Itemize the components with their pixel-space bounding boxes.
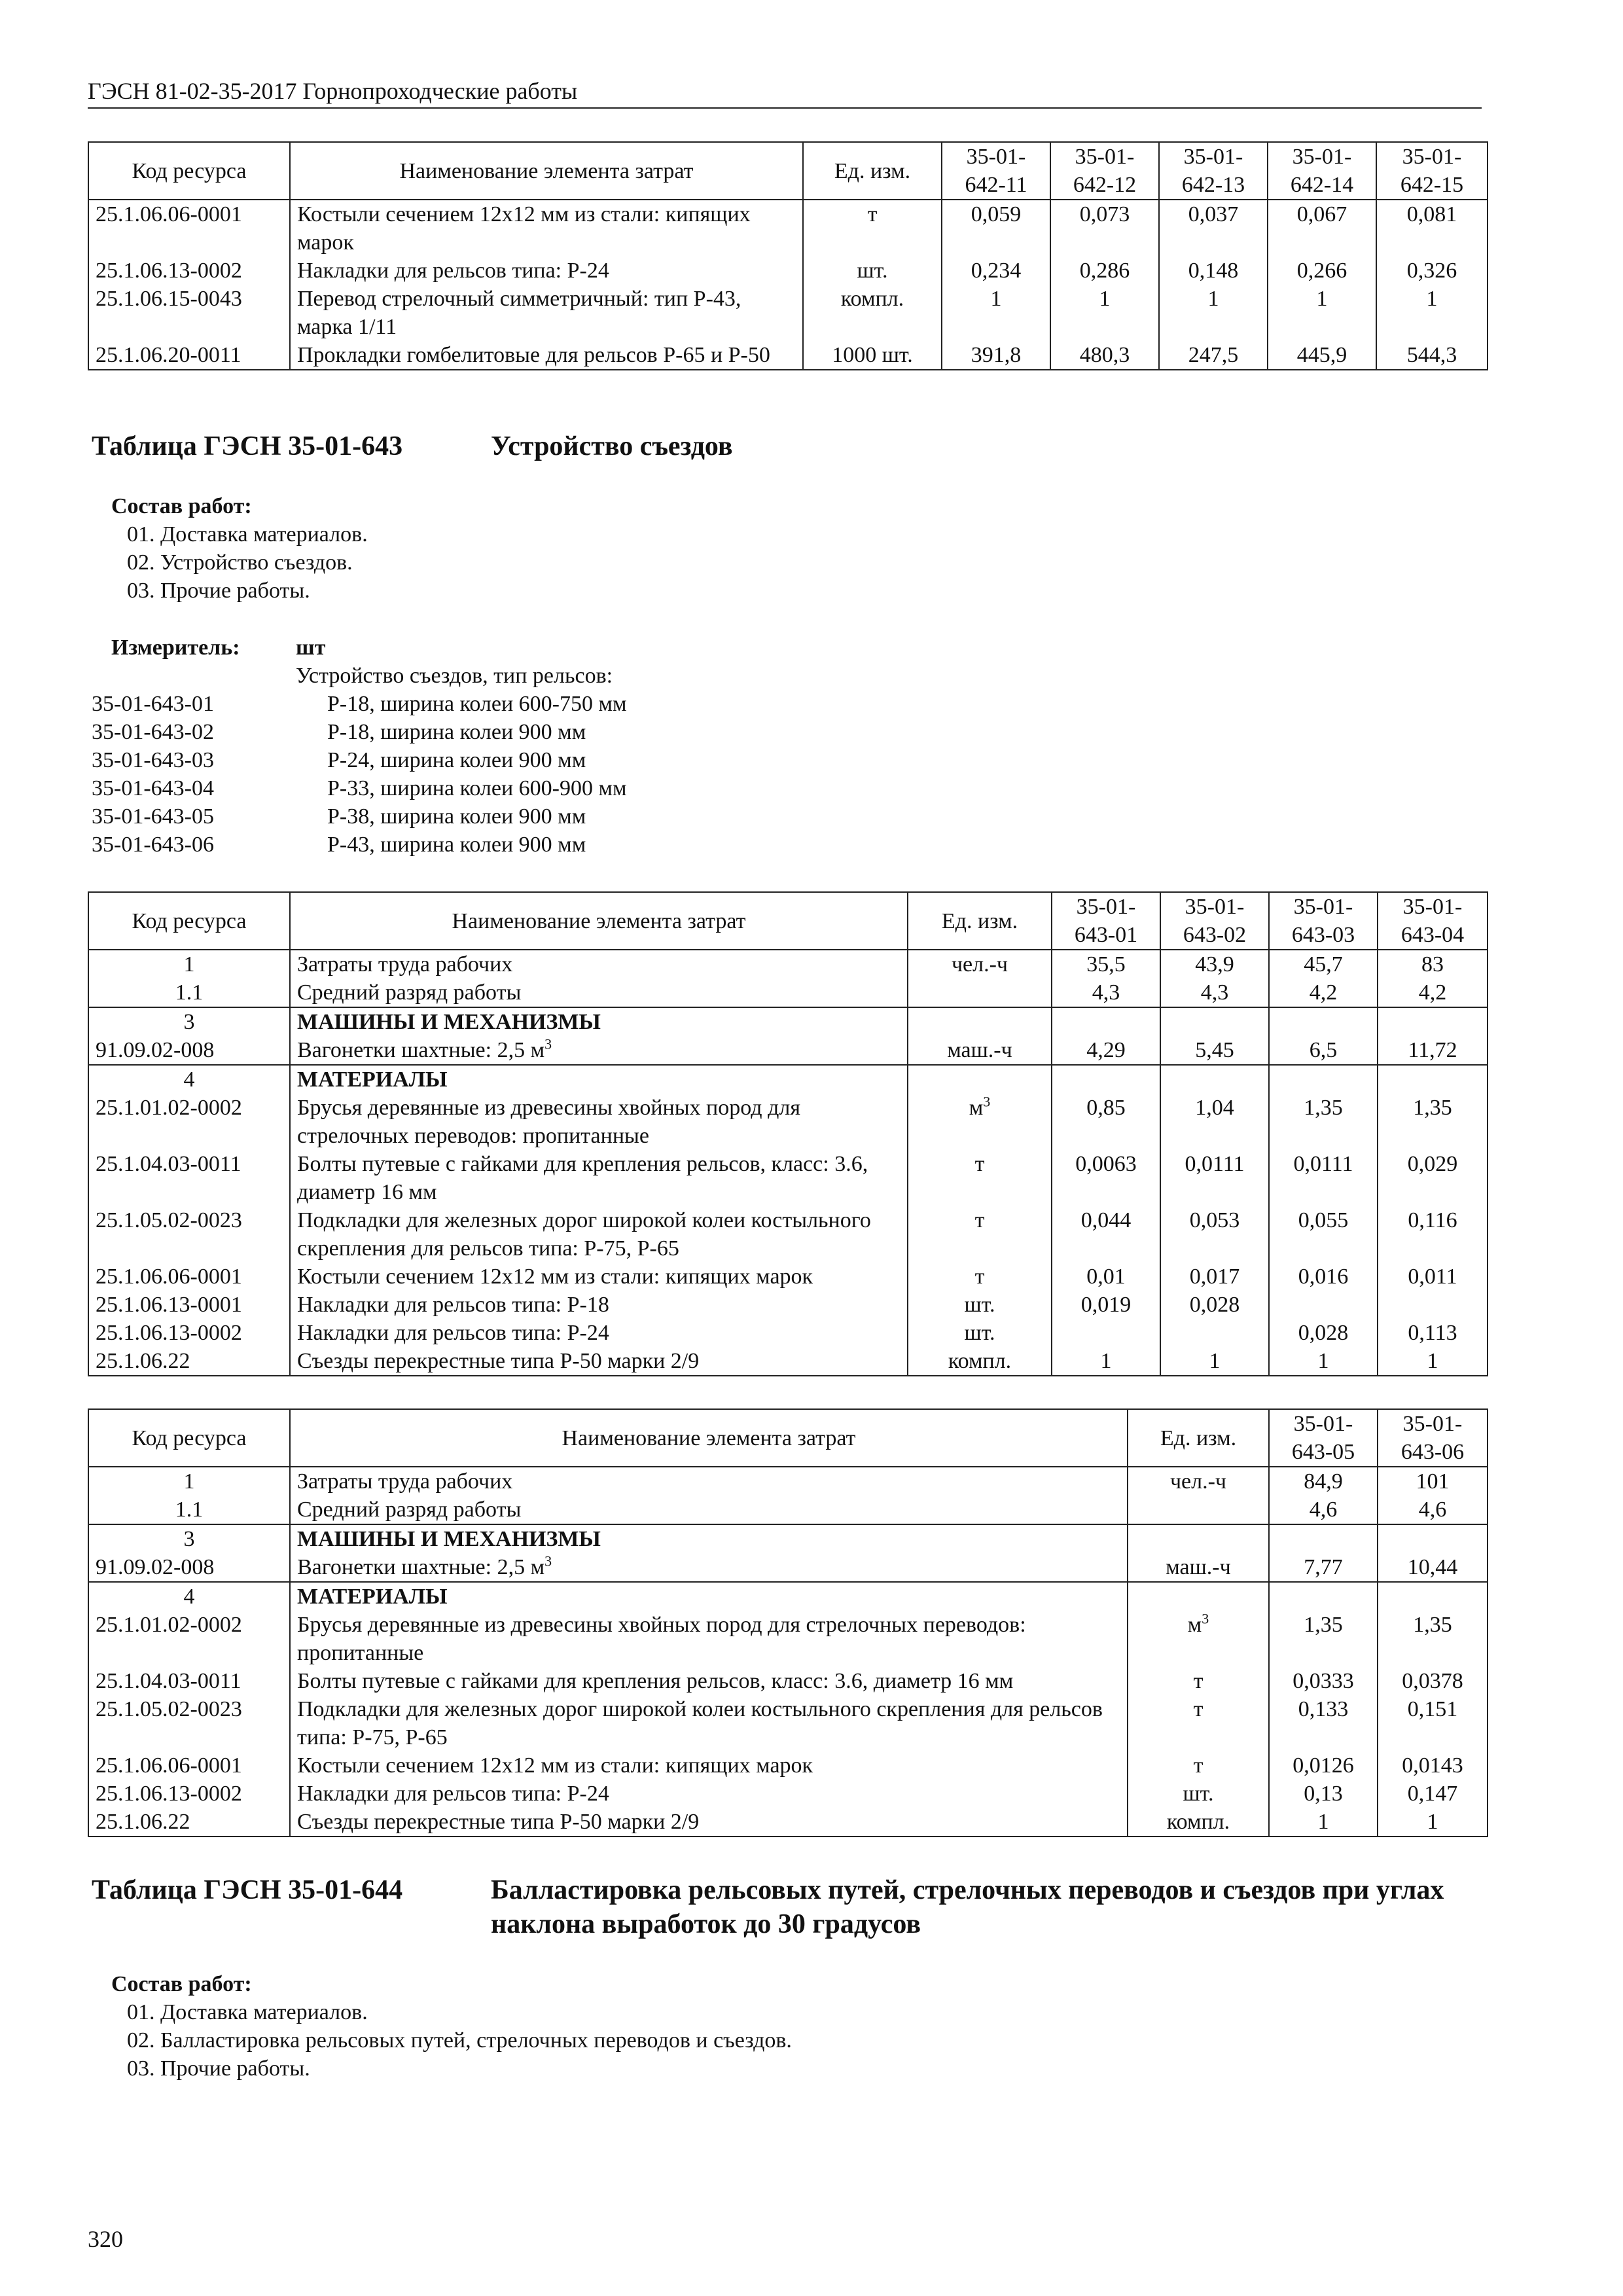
value-cell: 0,0378 [1378, 1667, 1488, 1695]
resource-code: 1.1 [88, 978, 290, 1007]
value-cell [1378, 1065, 1488, 1094]
measure-text: Р-33, ширина колеи 600-900 мм [327, 776, 627, 800]
work-composition [111, 492, 368, 605]
table-section-row [88, 1007, 1488, 1036]
resource-unit: т [1128, 1695, 1269, 1751]
resource-code: 25.1.01.02-0002 [88, 1094, 290, 1150]
resource-unit: т [908, 1263, 1052, 1291]
value-cell: 0,0111 [1160, 1150, 1269, 1206]
header-unit: Ед. изм. [803, 142, 942, 200]
value-cell [1378, 1524, 1488, 1553]
value-cell [1160, 1007, 1269, 1036]
table-row [88, 1347, 1488, 1376]
table-row [88, 1291, 1488, 1319]
value-cell [1052, 1319, 1160, 1347]
resource-name: Брусья деревянные из древесины хвойных пород для стрелочных переводов: пропитанные [290, 1611, 1128, 1667]
value-cell: 1,35 [1269, 1094, 1378, 1150]
header-name: Наименование элемента затрат [290, 892, 908, 950]
table-number: Таблица ГЭСН 35-01-643 [92, 431, 403, 461]
value-cell: 480,3 [1050, 341, 1159, 370]
value-cell: 0,011 [1378, 1263, 1488, 1291]
value-cell [1269, 1582, 1378, 1611]
resource-code: 25.1.06.15-0043 [88, 285, 290, 341]
table-row [88, 257, 1488, 285]
value-cell: 0,01 [1052, 1263, 1160, 1291]
table-row [88, 1467, 1488, 1496]
resource-unit: чел.-ч [1128, 1467, 1269, 1496]
value-cell: 0,0333 [1269, 1667, 1378, 1695]
section-name: МАШИНЫ И МЕХАНИЗМЫ [290, 1524, 1128, 1553]
value-cell: 1 [1052, 1347, 1160, 1376]
resource-name: Съезды перекрестные типа Р-50 марки 2/9 [290, 1347, 908, 1376]
value-cell: 0,286 [1050, 257, 1159, 285]
measure-unit: шт [296, 636, 326, 660]
measure-code: 35-01-643-03 [92, 748, 214, 772]
value-cell: 0,029 [1378, 1150, 1488, 1206]
resource-unit: маш.-ч [1128, 1553, 1269, 1582]
table-row [88, 1553, 1488, 1582]
value-cell: 0,13 [1269, 1780, 1378, 1808]
resource-name: Подкладки для железных дорог широкой колеи костыльного скрепления для рельсов типа: Р-75, Р-65 [290, 1695, 1128, 1751]
header-col: 35-01-643-03 [1269, 892, 1378, 950]
table-row [88, 978, 1488, 1007]
resource-code: 25.1.06.06-0001 [88, 1263, 290, 1291]
value-cell: 247,5 [1159, 341, 1268, 370]
resource-table-642 [88, 141, 1488, 370]
table-row [88, 1206, 1488, 1263]
value-cell: 0,0143 [1378, 1751, 1488, 1780]
measure-code: 35-01-643-04 [92, 776, 214, 800]
value-cell: 0,113 [1378, 1319, 1488, 1347]
work-title: Состав работ: [111, 1972, 252, 1996]
resource-name: Средний разряд работы [290, 1496, 1128, 1524]
resource-unit [908, 1007, 1052, 1036]
value-cell: 0,0111 [1269, 1150, 1378, 1206]
table-header-row [88, 1409, 1488, 1467]
header-col: 35-01-643-04 [1378, 892, 1488, 950]
table-row [88, 200, 1488, 257]
value-cell: 6,5 [1269, 1036, 1378, 1065]
value-cell: 0,326 [1376, 257, 1488, 285]
resource-name: Прокладки гомбелитовые для рельсов Р-65 и Р-50 [290, 341, 803, 370]
resource-unit: шт. [908, 1319, 1052, 1347]
resource-code: 25.1.06.20-0011 [88, 341, 290, 370]
value-cell: 1 [1160, 1347, 1269, 1376]
resource-code: 91.09.02-008 [88, 1036, 290, 1065]
value-cell: 1 [1376, 285, 1488, 341]
resource-code: 25.1.06.22 [88, 1808, 290, 1837]
resource-code: 25.1.05.02-0023 [88, 1206, 290, 1263]
resource-name: Затраты труда рабочих [290, 1467, 1128, 1496]
header-col: 35-01-643-06 [1378, 1409, 1488, 1467]
section-name: МАТЕРИАЛЫ [290, 1065, 908, 1094]
resource-name: Накладки для рельсов типа: Р-24 [290, 257, 803, 285]
value-cell: 0,059 [942, 200, 1050, 257]
measure-text: Р-43, ширина колеи 900 мм [327, 833, 586, 857]
work-item: 03. Прочие работы. [127, 579, 310, 603]
value-cell: 391,8 [942, 341, 1050, 370]
value-cell: 1 [1269, 1347, 1378, 1376]
resource-unit [908, 978, 1052, 1007]
measure-code: 35-01-643-05 [92, 804, 214, 829]
value-cell [1269, 1291, 1378, 1319]
resource-code: 25.1.06.13-0001 [88, 1291, 290, 1319]
value-cell: 5,45 [1160, 1036, 1269, 1065]
measure-description: Устройство съездов, тип рельсов: [296, 664, 613, 688]
resource-unit [1128, 1582, 1269, 1611]
header-col: 35-01-643-02 [1160, 892, 1269, 950]
value-cell: 0,017 [1160, 1263, 1269, 1291]
resource-code: 3 [88, 1524, 290, 1553]
table-row [88, 1319, 1488, 1347]
measure-code: 35-01-643-06 [92, 833, 214, 857]
value-cell: 0,067 [1268, 200, 1376, 257]
resource-name: Костыли сечением 12х12 мм из стали: кипящих марок [290, 1751, 1128, 1780]
section-name: МАШИНЫ И МЕХАНИЗМЫ [290, 1007, 908, 1036]
resource-code: 25.1.06.06-0001 [88, 1751, 290, 1780]
table-row [88, 1780, 1488, 1808]
resource-unit [908, 1065, 1052, 1094]
table-header-row [88, 142, 1488, 200]
value-cell: 1 [1268, 285, 1376, 341]
resource-unit: чел.-ч [908, 950, 1052, 978]
value-cell: 0,234 [942, 257, 1050, 285]
resource-code: 4 [88, 1065, 290, 1094]
header-col: 35-01-642-11 [942, 142, 1050, 200]
resource-name: Затраты труда рабочих [290, 950, 908, 978]
header-col: 35-01-642-15 [1376, 142, 1488, 200]
resource-unit: т [803, 200, 942, 257]
resource-name: Брусья деревянные из древесины хвойных пород для стрелочных переводов: пропитанные [290, 1094, 908, 1150]
value-cell: 544,3 [1376, 341, 1488, 370]
resource-unit [1128, 1524, 1269, 1553]
table-section-row [88, 1524, 1488, 1553]
table-643-title [92, 429, 1486, 463]
measure-text: Р-38, ширина колеи 900 мм [327, 804, 586, 829]
resource-code: 1 [88, 950, 290, 978]
value-cell [1378, 1291, 1488, 1319]
value-cell: 43,9 [1160, 950, 1269, 978]
resource-table-643-a [88, 891, 1488, 1376]
table-row [88, 1808, 1488, 1837]
work-item: 02. Устройство съездов. [127, 550, 353, 575]
resource-code: 91.09.02-008 [88, 1553, 290, 1582]
resource-unit: компл. [1128, 1808, 1269, 1837]
value-cell: 1,04 [1160, 1094, 1269, 1150]
header-name: Наименование элемента затрат [290, 142, 803, 200]
resource-name: Болты путевые с гайками для крепления рельсов, класс: 3.6, диаметр 16 мм [290, 1667, 1128, 1695]
page-header-title: ГЭСН 81-02-35-2017 Горнопроходческие работы [88, 78, 578, 104]
work-item: 03. Прочие работы. [127, 2056, 310, 2081]
resource-unit: т [1128, 1751, 1269, 1780]
value-cell: 0,028 [1160, 1291, 1269, 1319]
value-cell: 1,35 [1378, 1094, 1488, 1150]
section-name: МАТЕРИАЛЫ [290, 1582, 1128, 1611]
measure-text: Р-18, ширина колеи 900 мм [327, 720, 586, 744]
resource-code: 3 [88, 1007, 290, 1036]
value-cell: 11,72 [1378, 1036, 1488, 1065]
resource-code: 25.1.04.03-0011 [88, 1150, 290, 1206]
resource-name: Накладки для рельсов типа: Р-24 [290, 1319, 908, 1347]
table-row [88, 1695, 1488, 1751]
work-item: 01. Доставка материалов. [127, 522, 368, 547]
value-cell: 0,053 [1160, 1206, 1269, 1263]
table-row [88, 341, 1488, 370]
header-col: 35-01-642-13 [1159, 142, 1268, 200]
table-row [88, 1094, 1488, 1150]
table-row [88, 1036, 1488, 1065]
measure-text: Р-24, ширина колеи 900 мм [327, 748, 586, 772]
table-header-row [88, 892, 1488, 950]
value-cell [1378, 1582, 1488, 1611]
table-row [88, 1667, 1488, 1695]
resource-unit: т [908, 1206, 1052, 1263]
value-cell: 0,148 [1159, 257, 1268, 285]
resource-code: 1.1 [88, 1496, 290, 1524]
value-cell: 0,147 [1378, 1780, 1488, 1808]
resource-unit: маш.-ч [908, 1036, 1052, 1065]
resource-name: Средний разряд работы [290, 978, 908, 1007]
resource-unit: шт. [803, 257, 942, 285]
value-cell [1378, 1007, 1488, 1036]
value-cell: 0,0063 [1052, 1150, 1160, 1206]
table-row [88, 1496, 1488, 1524]
value-cell: 0,028 [1269, 1319, 1378, 1347]
table-name: Балластировка рельсовых путей, стрелочных переводов и съездов при углах наклона выработок до 30 градусов [491, 1875, 1444, 1939]
value-cell: 0,037 [1159, 200, 1268, 257]
resource-unit: $м^3$ [908, 1094, 1052, 1150]
table-number: Таблица ГЭСН 35-01-644 [92, 1875, 403, 1905]
resource-code: 25.1.06.13-0002 [88, 1780, 290, 1808]
value-cell: 1 [1378, 1808, 1488, 1837]
value-cell: 1,35 [1378, 1611, 1488, 1667]
value-cell [1052, 1065, 1160, 1094]
resource-name: Накладки для рельсов типа: Р-18 [290, 1291, 908, 1319]
value-cell: 0,116 [1378, 1206, 1488, 1263]
page-number: 320 [88, 2226, 123, 2252]
page-header [88, 77, 1482, 109]
value-cell: 35,5 [1052, 950, 1160, 978]
value-cell: 445,9 [1268, 341, 1376, 370]
value-cell [1160, 1319, 1269, 1347]
resource-code: 1 [88, 1467, 290, 1496]
value-cell: 4,2 [1378, 978, 1488, 1007]
header-col: 35-01-642-12 [1050, 142, 1159, 200]
table-row [88, 285, 1488, 341]
table-row [88, 1751, 1488, 1780]
value-cell: 4,2 [1269, 978, 1378, 1007]
work-item: 02. Балластировка рельсовых путей, стрелочных переводов и съездов. [127, 2028, 792, 2053]
header-unit: Ед. изм. [908, 892, 1052, 950]
resource-unit: шт. [908, 1291, 1052, 1319]
resource-code: 4 [88, 1582, 290, 1611]
value-cell: 0,133 [1269, 1695, 1378, 1751]
value-cell [1269, 1065, 1378, 1094]
value-cell: 1,35 [1269, 1611, 1378, 1667]
value-cell: 83 [1378, 950, 1488, 978]
measure-code: 35-01-643-01 [92, 692, 214, 716]
table-row [88, 1150, 1488, 1206]
value-cell: 1 [1159, 285, 1268, 341]
value-cell [1052, 1007, 1160, 1036]
resource-table-643-b [88, 1408, 1488, 1837]
header-code: Код ресурса [88, 892, 290, 950]
resource-code: 25.1.06.13-0002 [88, 1319, 290, 1347]
header-unit: Ед. изм. [1128, 1409, 1269, 1467]
value-cell [1269, 1007, 1378, 1036]
value-cell: 1 [942, 285, 1050, 341]
value-cell: 7,77 [1269, 1553, 1378, 1582]
header-col: 35-01-643-05 [1269, 1409, 1378, 1467]
measure-code: 35-01-643-02 [92, 720, 214, 744]
value-cell: 4,6 [1269, 1496, 1378, 1524]
resource-name: Костыли сечением 12х12 мм из стали: кипящих марок [290, 200, 803, 257]
resource-code: 25.1.04.03-0011 [88, 1667, 290, 1695]
resource-code: 25.1.06.06-0001 [88, 200, 290, 257]
value-cell: 0,055 [1269, 1206, 1378, 1263]
header-code: Код ресурса [88, 142, 290, 200]
value-cell: 4,3 [1160, 978, 1269, 1007]
value-cell: 0,0126 [1269, 1751, 1378, 1780]
resource-unit: шт. [1128, 1780, 1269, 1808]
header-name: Наименование элемента затрат [290, 1409, 1128, 1467]
value-cell: 1 [1378, 1347, 1488, 1376]
resource-unit: компл. [803, 285, 942, 341]
header-col: 35-01-643-01 [1052, 892, 1160, 950]
table-name: Устройство съездов [491, 431, 733, 461]
table-row [88, 1263, 1488, 1291]
value-cell: 84,9 [1269, 1467, 1378, 1496]
value-cell: 4,29 [1052, 1036, 1160, 1065]
resource-unit [1128, 1496, 1269, 1524]
work-composition [111, 1970, 792, 2083]
value-cell: 0,016 [1269, 1263, 1378, 1291]
resource-code: 25.1.06.13-0002 [88, 257, 290, 285]
resource-code: 25.1.06.22 [88, 1347, 290, 1376]
resource-name: Перевод стрелочный симметричный: тип Р-43, марка 1/11 [290, 285, 803, 341]
value-cell: 1 [1269, 1808, 1378, 1837]
value-cell: 4,6 [1378, 1496, 1488, 1524]
value-cell: 0,044 [1052, 1206, 1160, 1263]
work-item: 01. Доставка материалов. [127, 2000, 368, 2024]
work-title: Состав работ: [111, 494, 252, 518]
value-cell [1269, 1524, 1378, 1553]
resource-code: 25.1.01.02-0002 [88, 1611, 290, 1667]
resource-name: Костыли сечением 12х12 мм из стали: кипящих марок [290, 1263, 908, 1291]
resource-unit: т [908, 1150, 1052, 1206]
value-cell: 0,151 [1378, 1695, 1488, 1751]
resource-unit: т [1128, 1667, 1269, 1695]
header-code: Код ресурса [88, 1409, 290, 1467]
resource-name: Вагонетки шахтные: 2,5 $м^3$ [290, 1036, 908, 1065]
resource-name: Накладки для рельсов типа: Р-24 [290, 1780, 1128, 1808]
value-cell: 0,019 [1052, 1291, 1160, 1319]
table-section-row [88, 1065, 1488, 1094]
value-cell: 0,85 [1052, 1094, 1160, 1150]
resource-name: Вагонетки шахтные: 2,5 $м^3$ [290, 1553, 1128, 1582]
resource-code: 25.1.05.02-0023 [88, 1695, 290, 1751]
resource-unit: компл. [908, 1347, 1052, 1376]
measure-label: Измеритель: [111, 636, 240, 660]
resource-name: Подкладки для железных дорог широкой колеи костыльного скрепления для рельсов типа: Р-75, Р-65 [290, 1206, 908, 1263]
value-cell: 0,073 [1050, 200, 1159, 257]
table-row [88, 950, 1488, 978]
value-cell: 10,44 [1378, 1553, 1488, 1582]
table-row [88, 1611, 1488, 1667]
value-cell [1160, 1065, 1269, 1094]
resource-unit: 1000 шт. [803, 341, 942, 370]
value-cell: 1 [1050, 285, 1159, 341]
table-section-row [88, 1582, 1488, 1611]
resource-name: Съезды перекрестные типа Р-50 марки 2/9 [290, 1808, 1128, 1837]
value-cell: 101 [1378, 1467, 1488, 1496]
header-col: 35-01-642-14 [1268, 142, 1376, 200]
value-cell: 0,081 [1376, 200, 1488, 257]
value-cell: 0,266 [1268, 257, 1376, 285]
resource-name: Болты путевые с гайками для крепления рельсов, класс: 3.6, диаметр 16 мм [290, 1150, 908, 1206]
value-cell: 45,7 [1269, 950, 1378, 978]
value-cell: 4,3 [1052, 978, 1160, 1007]
table-644-title [92, 1873, 1486, 1945]
resource-unit: $м^3$ [1128, 1611, 1269, 1667]
measure-text: Р-18, ширина колеи 600-750 мм [327, 692, 627, 716]
